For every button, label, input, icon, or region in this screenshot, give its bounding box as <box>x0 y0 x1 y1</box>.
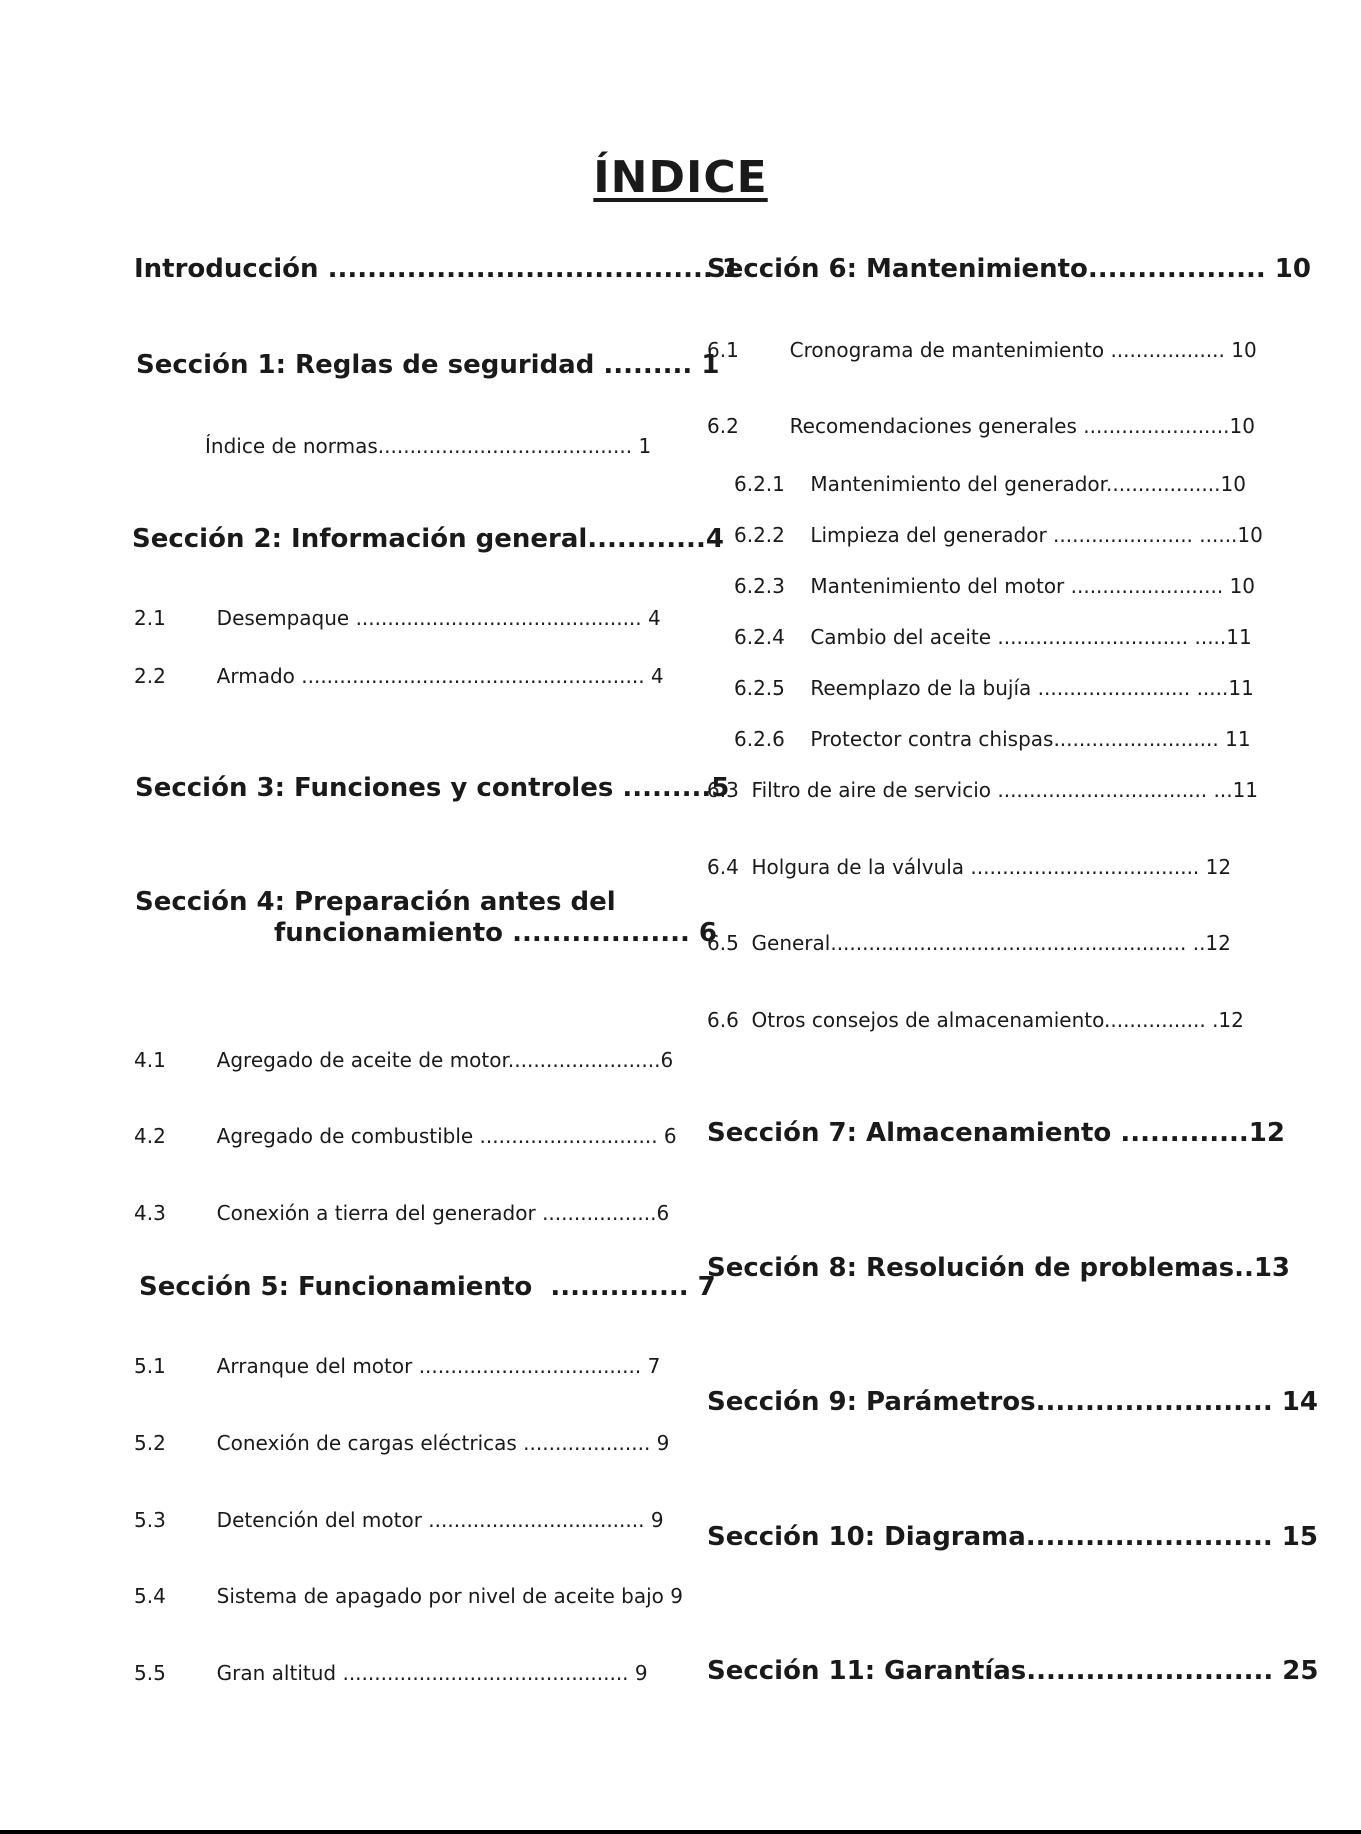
toc-entry-seccion-1[interactable]: Sección 1: Reglas de seguridad ......... 1 <box>136 350 720 380</box>
toc-entry-seccion-4-line1[interactable]: Sección 4: Preparación antes del <box>135 887 616 917</box>
toc-entry-6-2-6[interactable]: 6.2.6 Protector contra chispas.......................... 11 <box>734 727 1251 751</box>
toc-entry-introduccion[interactable]: Introducción ....................................... 1 <box>134 254 740 284</box>
toc-entry-seccion-5[interactable]: Sección 5: Funcionamiento .............. 7 <box>139 1272 716 1302</box>
toc-entry-seccion-3[interactable]: Sección 3: Funciones y controles .........5 <box>135 773 730 803</box>
toc-entry-5-2[interactable]: 5.2 Conexión de cargas eléctricas .................... 9 <box>134 1431 670 1455</box>
toc-entry-2-1[interactable]: 2.1 Desempaque ............................................. 4 <box>134 606 661 630</box>
toc-entry-6-5[interactable]: 6.5 General........................................................ ..12 <box>707 931 1231 955</box>
toc-entry-6-2-4[interactable]: 6.2.4 Cambio del aceite .............................. .....11 <box>734 625 1252 649</box>
toc-entry-4-1[interactable]: 4.1 Agregado de aceite de motor........................6 <box>134 1048 674 1072</box>
toc-entry-seccion-2[interactable]: Sección 2: Información general............4 <box>132 524 724 554</box>
toc-entry-seccion-9[interactable]: Sección 9: Parámetros........................ 14 <box>707 1387 1318 1417</box>
toc-entry-6-4[interactable]: 6.4 Holgura de la válvula .................................... 12 <box>707 855 1232 879</box>
toc-entry-indice-normas[interactable]: Índice de normas........................................ 1 <box>205 434 652 458</box>
toc-entry-6-1[interactable]: 6.1 Cronograma de mantenimiento .................. 10 <box>707 338 1257 362</box>
toc-entry-seccion-7[interactable]: Sección 7: Almacenamiento .............12 <box>707 1118 1285 1148</box>
toc-entry-5-4[interactable]: 5.4 Sistema de apagado por nivel de aceite bajo 9 <box>134 1584 683 1608</box>
toc-entry-5-5[interactable]: 5.5 Gran altitud ............................................. 9 <box>134 1661 648 1685</box>
toc-entry-2-2[interactable]: 2.2 Armado ...................................................... 4 <box>134 664 664 688</box>
page-title: ÍNDICE <box>593 152 768 203</box>
toc-entry-seccion-10[interactable]: Sección 10: Diagrama......................... 15 <box>707 1522 1318 1552</box>
toc-entry-6-2-2[interactable]: 6.2.2 Limpieza del generador ...................... ......10 <box>734 523 1263 547</box>
toc-entry-seccion-4-line2[interactable]: funcionamiento .................. 6 <box>274 918 717 948</box>
toc-entry-6-2-1[interactable]: 6.2.1 Mantenimiento del generador..................10 <box>734 472 1246 496</box>
toc-entry-6-2[interactable]: 6.2 Recomendaciones generales .......................10 <box>707 414 1255 438</box>
toc-entry-4-2[interactable]: 4.2 Agregado de combustible ............................ 6 <box>134 1124 677 1148</box>
toc-entry-6-2-5[interactable]: 6.2.5 Reemplazo de la bujía ........................ .....11 <box>734 676 1254 700</box>
toc-entry-6-2-3[interactable]: 6.2.3 Mantenimiento del motor ........................ 10 <box>734 574 1256 598</box>
toc-entry-6-6[interactable]: 6.6 Otros consejos de almacenamiento................ .12 <box>707 1008 1244 1032</box>
toc-entry-seccion-11[interactable]: Sección 11: Garantías......................... 25 <box>707 1656 1319 1686</box>
toc-entry-5-3[interactable]: 5.3 Detención del motor .................................. 9 <box>134 1508 664 1532</box>
toc-entry-4-3[interactable]: 4.3 Conexión a tierra del generador ..................6 <box>134 1201 670 1225</box>
toc-entry-6-3[interactable]: 6.3 Filtro de aire de servicio ................................. ...11 <box>707 778 1259 802</box>
toc-entry-5-1[interactable]: 5.1 Arranque del motor ................................... 7 <box>134 1354 661 1378</box>
toc-entry-seccion-8[interactable]: Sección 8: Resolución de problemas..13 <box>707 1253 1291 1283</box>
toc-entry-seccion-6[interactable]: Sección 6: Mantenimiento.................. 10 <box>707 254 1311 284</box>
bottom-border <box>0 1830 1361 1834</box>
